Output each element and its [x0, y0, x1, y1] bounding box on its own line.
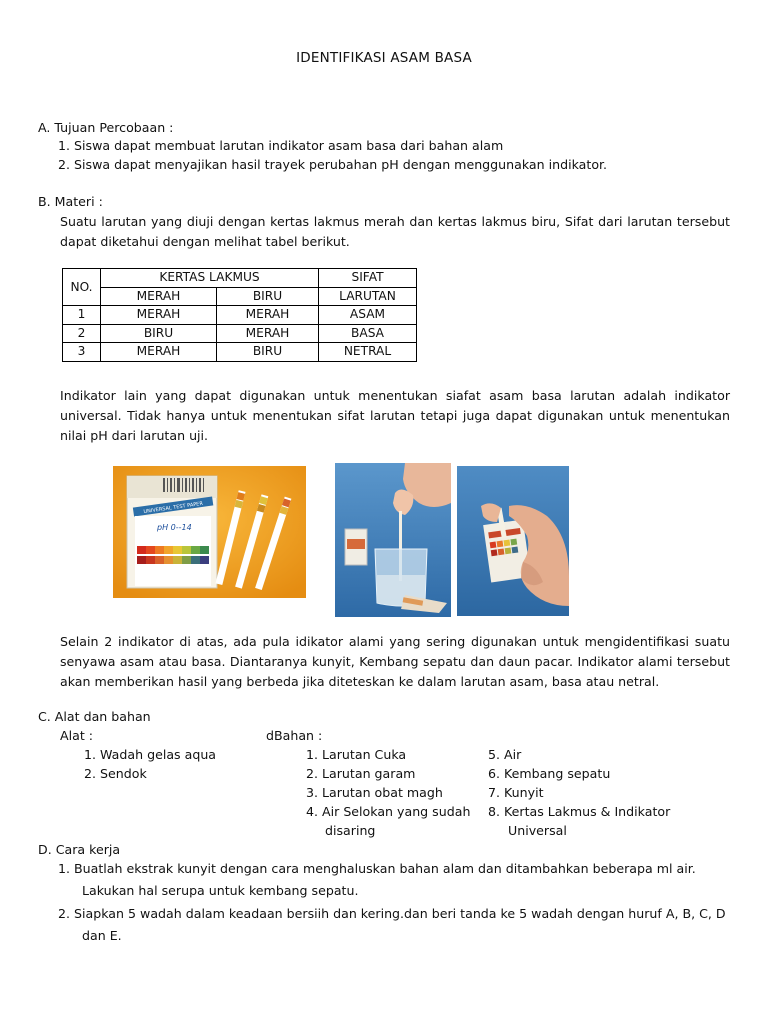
- bahan-item-8-cont: Universal: [508, 823, 567, 838]
- objective-2: 2. Siswa dapat menyajikan hasil trayek perubahan pH dengan menggunakan indikator.: [58, 157, 608, 172]
- cell-no: 1: [63, 306, 101, 325]
- materi-paragraph-1: Suatu larutan yang diuji dengan kertas lakmus merah dan kertas lakmus biru, Sifat dari larutan tersebut dapat diketahui dengan melihat tabel berikut.: [60, 214, 730, 249]
- alat-item-1: 1. Wadah gelas aqua: [84, 747, 217, 762]
- table-row: [63, 343, 417, 362]
- bahan-item-5: 5. Air: [488, 747, 522, 762]
- indicator-box-hand-photo: [457, 466, 569, 616]
- bahan-item-1: 1. Larutan Cuka: [306, 747, 407, 762]
- bahan-item-4-cont: disaring: [325, 823, 376, 838]
- header-larutan: LARUTAN: [319, 287, 417, 306]
- cell-merah: BIRU: [101, 324, 217, 343]
- bahan-item-7: 7. Kunyit: [488, 785, 544, 800]
- header-sifat: SIFAT: [319, 269, 417, 288]
- header-no: NO.: [63, 269, 101, 306]
- alat-item-2: 2. Sendok: [84, 766, 147, 781]
- cell-merah: MERAH: [101, 343, 217, 362]
- cell-merah: MERAH: [101, 306, 217, 325]
- cell-biru: MERAH: [217, 306, 319, 325]
- header-merah: MERAH: [101, 287, 217, 306]
- cell-biru: BIRU: [217, 343, 319, 362]
- section-a-heading: A. Tujuan Percobaan :: [38, 120, 174, 135]
- bahan-item-6: 6. Kembang sepatu: [488, 766, 611, 781]
- header-biru: BIRU: [217, 287, 319, 306]
- cell-no: 2: [63, 324, 101, 343]
- section-c-heading: C. Alat dan bahan: [38, 709, 151, 724]
- litmus-table: [62, 268, 417, 362]
- cell-sifat: BASA: [319, 324, 417, 343]
- table-row: [63, 306, 417, 325]
- bahan-item-8: 8. Kertas Lakmus & Indikator: [488, 804, 671, 819]
- section-b-heading: B. Materi :: [38, 194, 103, 209]
- section-d-heading: D. Cara kerja: [38, 842, 121, 857]
- ph-label: pH 0--14: [157, 523, 192, 532]
- cell-sifat: NETRAL: [319, 343, 417, 362]
- bahan-item-2: 2. Larutan garam: [306, 766, 416, 781]
- step-1: 1. Buatlah ekstrak kunyit dengan cara menghaluskan bahan alam dan ditambahkan beberapa ml air.: [58, 861, 696, 876]
- cell-no: 3: [63, 343, 101, 362]
- dipping-strip-photo: [335, 463, 451, 617]
- materi-paragraph-3: Selain 2 indikator di atas, ada pula idikator alami yang sering digunakan untuk mengidentifikasi suatu senyawa asam atau basa. Diantaranya kunyit, Kembang sepatu dan daun pacar. Indikator alami tersebut akan memberikan hasil yang berbeda jika diteteskan ke dalam larutan asam, basa atau netral.: [60, 634, 730, 689]
- box-label: UNIVERSAL TEST PAPER: [143, 500, 204, 516]
- table-row: [63, 324, 417, 343]
- page-title: IDENTIFIKASI ASAM BASA: [296, 50, 472, 66]
- universal-indicator-photo: [113, 466, 306, 598]
- bahan-item-4: 4. Air Selokan yang sudah: [306, 804, 471, 819]
- step-2: 2. Siapkan 5 wadah dalam keadaan bersiih dan kering.dan beri tanda ke 5 wadah dengan huruf A, B, C, D: [58, 906, 726, 921]
- header-kertas-lakmus: KERTAS LAKMUS: [101, 269, 319, 288]
- bahan-item-3: 3. Larutan obat magh: [306, 785, 443, 800]
- objective-1: 1. Siswa dapat membuat larutan indikator asam basa dari bahan alam: [58, 138, 504, 153]
- step-1-cont: Lakukan hal serupa untuk kembang sepatu.: [82, 883, 359, 898]
- step-2-cont: dan E.: [82, 928, 122, 943]
- materi-paragraph-2: Indikator lain yang dapat digunakan untuk menentukan siafat asam basa larutan adalah indikator universal. Tidak hanya untuk menentukan sifat larutan tetapi juga dapat digunakan untuk menentukan nilai pH dari larutan uji.: [60, 388, 730, 443]
- cell-sifat: ASAM: [319, 306, 417, 325]
- bahan-label: dBahan :: [266, 728, 323, 743]
- cell-biru: MERAH: [217, 324, 319, 343]
- alat-label: Alat :: [60, 728, 94, 743]
